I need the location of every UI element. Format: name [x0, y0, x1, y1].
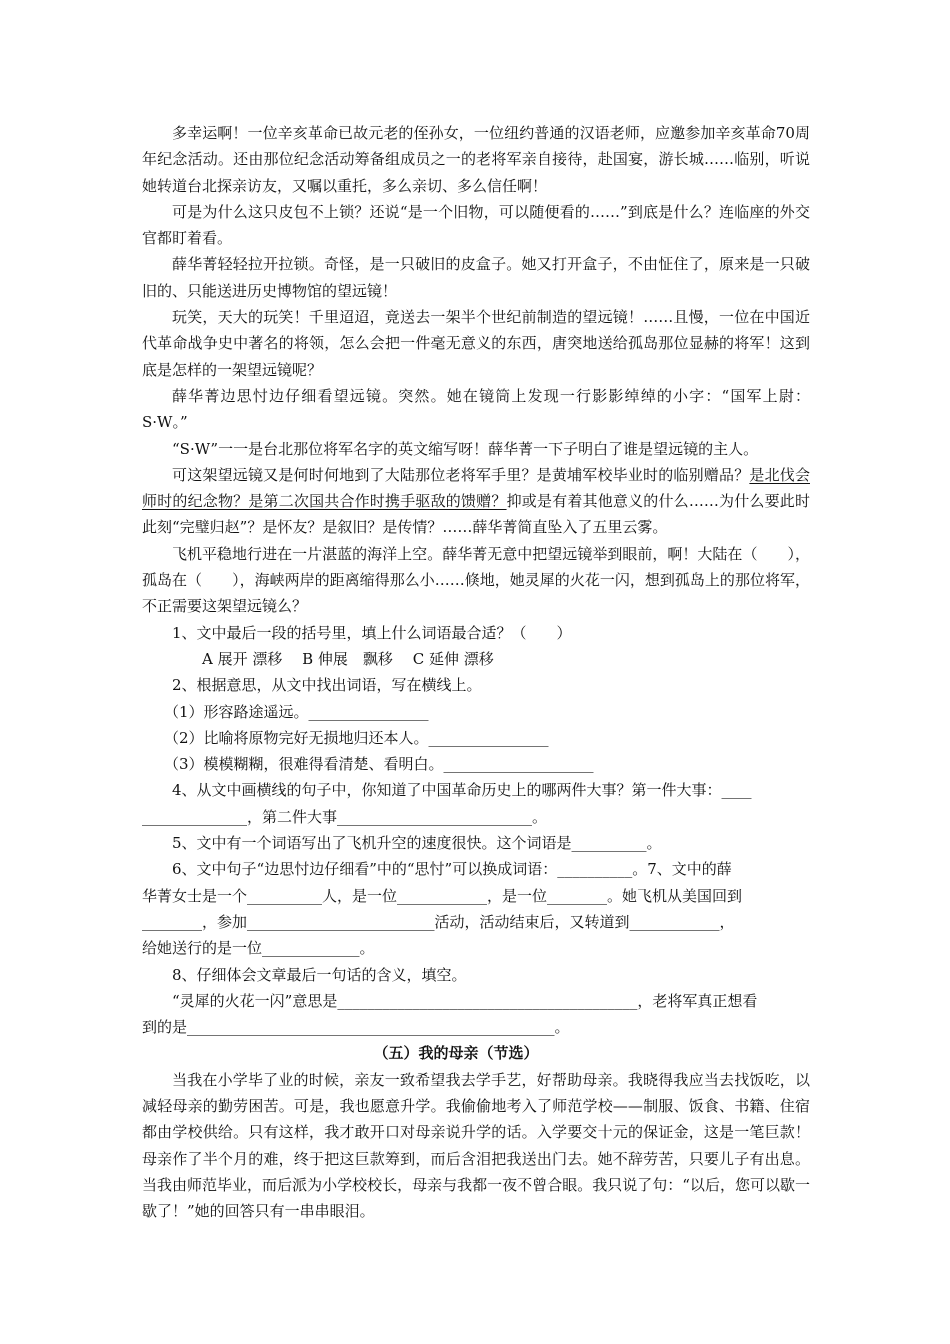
paragraph-4: 玩笑，天大的玩笑！千里迢迢，竟送去一架半个世纪前制造的望远镜！……且慢，一位在中国近代革命战争史中著名的将领，怎么会把一件毫无意义的东西，唐突地送给孤岛那位显赫的将军！这到底是怎样的一架望远镜呢？ — [142, 308, 810, 379]
paragraph-5: 薛华菁边思忖边仔细看望远镜。突然。她在镜筒上发现一行影影绰绰的小字：“国军上尉：S·W。” — [142, 386, 810, 432]
question-4-line-2: ______________，第二件大事__________________________。 — [142, 807, 548, 826]
question-2: 2、根据意思，从文中找出词语，写在横线上。 — [172, 676, 482, 695]
paragraph-2: 可是为什么这只皮包不上锁？还说“是一个旧物，可以随便看的……”到底是什么？连临座的外交官都盯着看。 — [142, 202, 810, 248]
underlined-sentence: 是北伐会师时的纪念物？是第二次国共合作时携手驱敌的馈赠？ — [142, 465, 810, 511]
question-8-line-1: “灵犀的火花一闪”意思是________________________________________，老将军真正想看 — [172, 991, 758, 1010]
question-6-line-4: 给她送行的是一位_____________。 — [142, 939, 375, 958]
question-4-line-1: 4、从文中画横线的句子中，你知道了中国革命历史上的哪两件大事？第一件大事：____ — [172, 781, 752, 800]
paragraph-8: 飞机平稳地行进在一片湛蓝的海洋上空。薛华菁无意中把望远镜举到眼前，啊！大陆在（ ），孤岛在（ ），海峡两岸的距离缩得那么小……倏地，她灵犀的火花一闪，想到孤岛上的那位将军，不正需要这架望远镜么？ — [142, 544, 810, 616]
question-2-item-1: （1）形容路途遥远。________________ — [164, 702, 429, 721]
paragraph-1: 多幸运啊！一位辛亥革命已故元老的侄孙女，一位纽约普通的汉语老师，应邀参加辛亥革命70周年纪念活动。还由那位纪念活动筹备组成员之一的老将军亲自接待，赴国宴，游长城……临别，听说她转道台北探亲访友，又嘱以重托，多么亲切、多么信任啊！ — [142, 124, 810, 195]
question-5: 5、文中有一个词语写出了飞机升空的速度很快。这个词语是__________。 — [172, 834, 662, 853]
question-8: 8、仔细体会文章最后一句话的含义，填空。 — [172, 965, 467, 984]
question-2-item-2: （2）比喻将原物完好无损地归还本人。________________ — [164, 728, 549, 747]
question-6-line-3: ________，参加_________________________活动，活动结束后，又转道到____________， — [142, 912, 735, 931]
question-1-options: A 展开 漂移 B 伸展 飘移 C 延伸 漂移 — [202, 649, 494, 668]
document-page — [142, 120, 810, 1224]
question-1: 1、文中最后一段的括号里，填上什么词语最合适？（ ） — [172, 623, 572, 642]
paragraph-7-part-b: 抑或是有着其他意义的什么……为什么要此时此刻“完璧归赵”？是怀友？是叙旧？是传情？……薛华菁简直坠入了五里云雾。 — [142, 492, 810, 537]
section-5-paragraph: 当我在小学毕了业的时候，亲友一致希望我去学手艺，好帮助母亲。我晓得我应当去找饭吃，以减轻母亲的勤劳困苦。可是，我也愿意升学。我偷偷地考入了师范学校——制服、饭食、书籍、住宿都由学校供给。只有这样，我才敢开口对母亲说升学的话。入学要交十元的保证金，这是一笔巨款！母亲作了半个月的难，终于把这巨款筹到，而后含泪把我送出门去。她不辞劳苦，只要儿子有出息。当我由师范毕业，而后派为小学校校长，母亲与我都一夜不曾合眼。我只说了句：“以后，您可以歇一歇了！”她的回答只有一串串眼泪。 — [142, 1070, 810, 1221]
section-title: （五）我的母亲（节选） — [373, 1044, 539, 1063]
question-8-line-2: 到的是_________________________________________________。 — [142, 1018, 570, 1037]
paragraph-6: “S·W”一一是台北那位将军名字的英文缩写呀！薛华菁一下子明白了谁是望远镜的主人。 — [172, 439, 759, 458]
question-2-item-3: （3）模模糊糊，很难得看清楚、看明白。____________________ — [164, 755, 594, 774]
paragraph-7 — [142, 462, 810, 541]
question-6-line-1: 6、文中句子“边思忖边仔细看”中的“思忖”可以换成词语：__________。7、文中的薛 — [172, 860, 732, 879]
paragraph-3: 薛华菁轻轻拉开拉锁。奇怪，是一只破旧的皮盒子。她又打开盒子，不由怔住了，原来是一只破旧的、只能送进历史博物馆的望远镜！ — [142, 255, 810, 300]
paragraph-7-part-a: 可这架望远镜又是何时何地到了大陆那位老将军手里？是黄埔军校毕业时的临别赠品？ — [172, 465, 750, 484]
question-6-line-2: 华菁女士是一个__________人，是一位____________，是一位________。她飞机从美国回到 — [142, 886, 743, 905]
